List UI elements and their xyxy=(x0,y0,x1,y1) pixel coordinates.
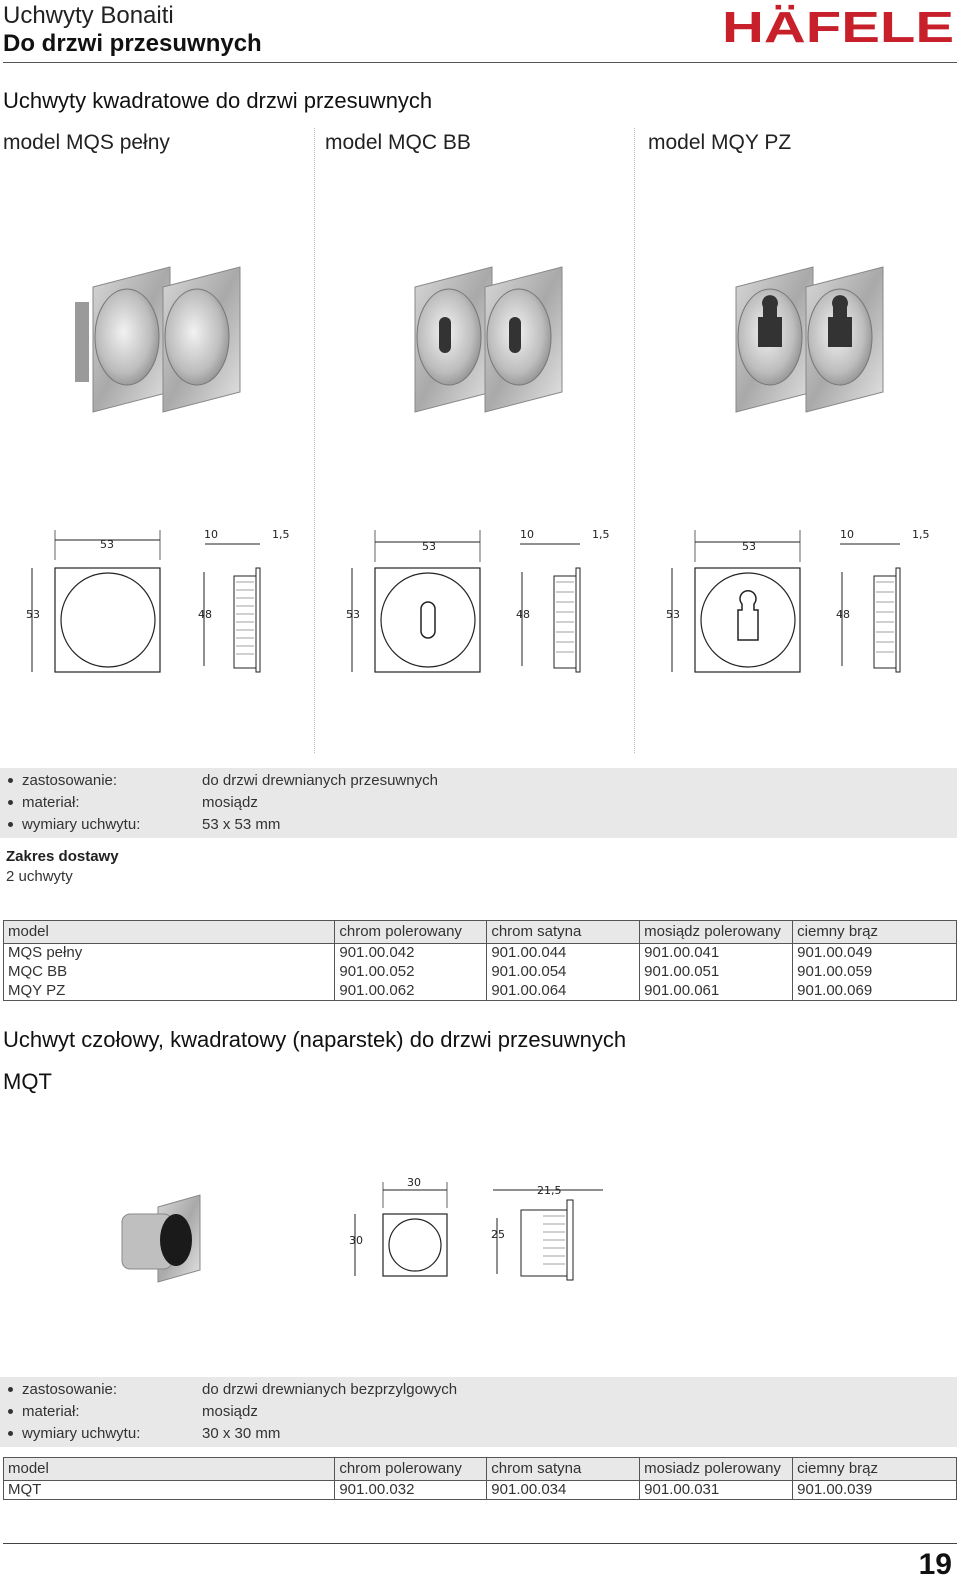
tech-drawing-mqc xyxy=(340,520,620,680)
svg-text:53: 53 xyxy=(346,608,360,621)
catalog-title: Uchwyty Bonaiti xyxy=(3,2,174,29)
column-divider xyxy=(314,128,315,753)
bullet-icon xyxy=(8,778,13,783)
product-photo-mqt xyxy=(118,1192,208,1287)
svg-text:10: 10 xyxy=(204,528,218,541)
spec-row xyxy=(0,792,957,814)
table-cell: 901.00.062 xyxy=(335,982,487,1001)
spec-label: materiał: xyxy=(22,1403,80,1420)
table-cell: 901.00.042 xyxy=(335,944,487,963)
svg-text:30: 30 xyxy=(407,1176,421,1189)
table-header-row xyxy=(4,921,957,944)
page-number: 19 xyxy=(918,1548,952,1581)
table-cell: 901.00.049 xyxy=(793,944,957,963)
product-photo-mqy xyxy=(718,262,898,422)
model-title-mqc: model MQC BB xyxy=(325,131,471,154)
column-header: chrom polerowany xyxy=(335,1458,487,1481)
spec-block-2 xyxy=(0,1377,957,1447)
table-cell: 901.00.044 xyxy=(487,944,640,963)
bullet-icon xyxy=(8,1409,13,1414)
spec-row xyxy=(0,1379,957,1401)
delivery-title: Zakres dostawy xyxy=(6,848,119,865)
spec-value: 53 x 53 mm xyxy=(202,816,281,833)
table-cell: 901.00.041 xyxy=(640,944,793,963)
tech-drawing-mqs xyxy=(20,520,300,680)
svg-text:53: 53 xyxy=(100,538,114,551)
table-header-row xyxy=(4,1458,957,1481)
svg-text:30: 30 xyxy=(349,1234,363,1247)
tech-drawing-mqt xyxy=(335,1170,605,1285)
spec-label: zastosowanie: xyxy=(22,1381,118,1398)
table-cell: 901.00.051 xyxy=(640,963,793,982)
svg-text:48: 48 xyxy=(836,608,850,621)
table-cell: 901.00.069 xyxy=(793,982,957,1001)
section2-title: Uchwyt czołowy, kwadratowy (naparstek) do drzwi przesuwnych xyxy=(3,1027,627,1052)
table-cell: 901.00.064 xyxy=(487,982,640,1001)
order-table-1 xyxy=(3,920,957,1001)
column-header: mosiądz polerowany xyxy=(640,921,793,944)
column-header: chrom satyna xyxy=(487,1458,640,1481)
table-cell: MQY PZ xyxy=(4,982,335,1001)
catalog-subtitle: Do drzwi przesuwnych xyxy=(3,30,262,57)
table-cell: 901.00.039 xyxy=(793,1481,957,1500)
footer-rule xyxy=(3,1543,957,1544)
spec-value: mosiądz xyxy=(202,794,258,811)
bullet-icon xyxy=(8,800,13,805)
spec-block-1 xyxy=(0,768,957,838)
header-rule xyxy=(3,62,957,63)
column-header: chrom satyna xyxy=(487,921,640,944)
svg-text:25: 25 xyxy=(491,1228,505,1241)
svg-text:1,5: 1,5 xyxy=(912,528,930,541)
bullet-icon xyxy=(8,1431,13,1436)
spec-value: do drzwi drewnianych bezprzylgowych xyxy=(202,1381,458,1398)
table-cell: 901.00.059 xyxy=(793,963,957,982)
table-cell: 901.00.034 xyxy=(487,1481,640,1500)
model-title-mqy: model MQY PZ xyxy=(648,131,792,154)
section2-model: MQT xyxy=(3,1069,52,1094)
order-table-2 xyxy=(3,1457,957,1500)
svg-text:48: 48 xyxy=(516,608,530,621)
table-row xyxy=(4,982,957,1001)
table-cell: MQT xyxy=(4,1481,335,1500)
column-header: ciemny brąz xyxy=(793,921,957,944)
column-header: ciemny brąz xyxy=(793,1458,957,1481)
delivery-value: 2 uchwyty xyxy=(6,868,73,885)
table-cell: MQS pełny xyxy=(4,944,335,963)
svg-text:21,5: 21,5 xyxy=(537,1184,562,1197)
spec-value: mosiądz xyxy=(202,1403,258,1420)
svg-text:10: 10 xyxy=(840,528,854,541)
spec-row xyxy=(0,1423,957,1445)
bullet-icon xyxy=(8,822,13,827)
spec-value: do drzwi drewnianych przesuwnych xyxy=(202,772,438,789)
svg-text:48: 48 xyxy=(198,608,212,621)
spec-row xyxy=(0,814,957,836)
table-row xyxy=(4,944,957,963)
product-photo-mqc xyxy=(397,262,577,422)
svg-text:HÄFELE: HÄFELE xyxy=(722,4,954,44)
svg-text:53: 53 xyxy=(26,608,40,621)
svg-text:1,5: 1,5 xyxy=(272,528,290,541)
spec-row xyxy=(0,1401,957,1423)
section1-title: Uchwyty kwadratowe do drzwi przesuwnych xyxy=(3,88,433,113)
table-cell: MQC BB xyxy=(4,963,335,982)
column-header: model xyxy=(4,921,335,944)
bullet-icon xyxy=(8,1387,13,1392)
table-row xyxy=(4,1481,957,1500)
table-row xyxy=(4,963,957,982)
table-cell: 901.00.031 xyxy=(640,1481,793,1500)
svg-text:1,5: 1,5 xyxy=(592,528,610,541)
column-header: model xyxy=(4,1458,335,1481)
tech-drawing-mqy xyxy=(660,520,950,680)
svg-text:53: 53 xyxy=(422,540,436,553)
svg-text:53: 53 xyxy=(666,608,680,621)
column-header: mosiadz polerowany xyxy=(640,1458,793,1481)
table-cell: 901.00.052 xyxy=(335,963,487,982)
model-title-mqs: model MQS pełny xyxy=(3,131,170,154)
spec-label: wymiary uchwytu: xyxy=(22,1425,141,1442)
svg-text:53: 53 xyxy=(742,540,756,553)
table-cell: 901.00.061 xyxy=(640,982,793,1001)
product-photo-mqs xyxy=(75,262,255,422)
table-cell: 901.00.054 xyxy=(487,963,640,982)
svg-text:10: 10 xyxy=(520,528,534,541)
table-cell: 901.00.032 xyxy=(335,1481,487,1500)
spec-label: wymiary uchwytu: xyxy=(22,816,141,833)
column-header: chrom polerowany xyxy=(335,921,487,944)
spec-label: zastosowanie: xyxy=(22,772,118,789)
column-divider xyxy=(634,128,635,753)
hafele-logo xyxy=(718,4,954,44)
spec-label: materiał: xyxy=(22,794,80,811)
spec-row xyxy=(0,770,957,792)
spec-value: 30 x 30 mm xyxy=(202,1425,281,1442)
